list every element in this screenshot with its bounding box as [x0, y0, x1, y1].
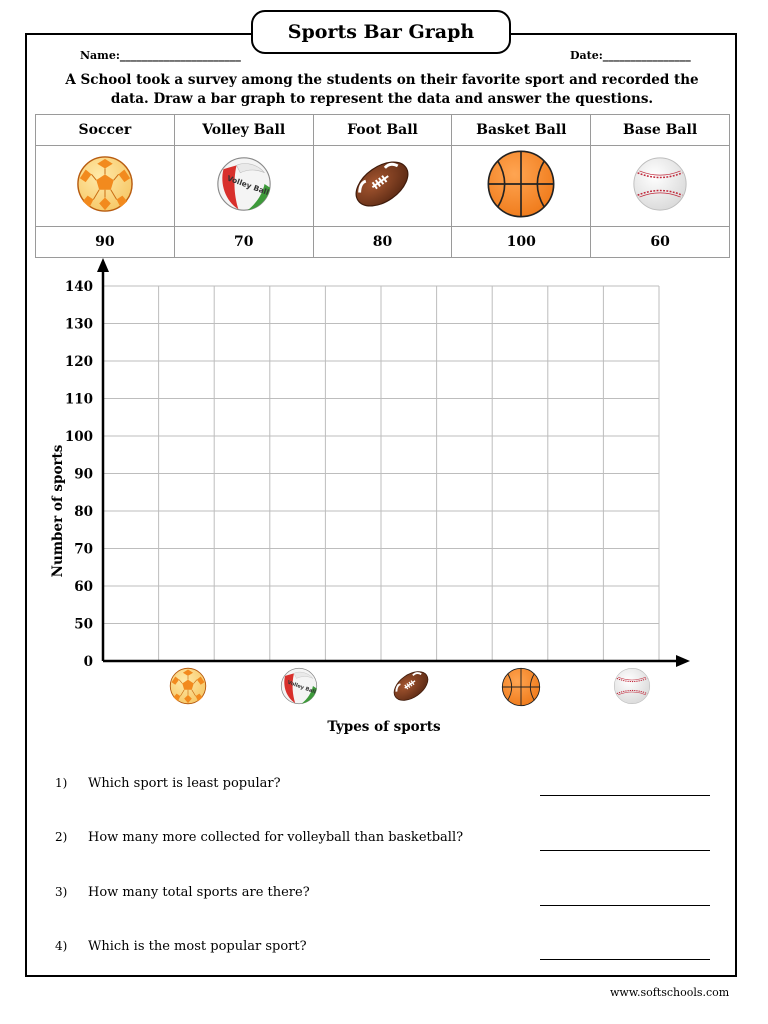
blank-bar-graph[interactable] [0, 255, 768, 715]
question-text: Which is the most popular sport? [88, 939, 307, 954]
question-number: 2) [55, 830, 68, 844]
y-tick-label: 60 [74, 579, 93, 595]
x-baseball-icon [614, 668, 649, 703]
value-volleyball: 70 [174, 227, 313, 258]
y-tick-label: 80 [74, 504, 93, 520]
header-volleyball: Volley Ball [174, 115, 313, 146]
header-baseball: Base Ball [591, 115, 730, 146]
question-number: 4) [55, 939, 68, 953]
x-axis-arrow-icon [676, 655, 690, 667]
instructions: A School took a survey among the students on their favorite sport and recorded the data. Draw a bar graph to represent the data and answer the questions. [65, 72, 699, 107]
date-field[interactable]: Date:________________ [570, 49, 691, 62]
y-axis-label: Number of sports [50, 444, 66, 578]
football-icon [351, 154, 413, 214]
y-axis-arrow-icon [97, 258, 109, 272]
volleyball-icon [216, 155, 272, 213]
x-football-icon [389, 666, 433, 706]
page-title: Sports Bar Graph [251, 10, 511, 54]
x-volleyball-icon [281, 668, 316, 703]
basketball-icon [486, 149, 556, 219]
y-tick-label: 70 [74, 541, 93, 558]
value-baseball: 60 [591, 227, 730, 258]
y-tick-label: 90 [74, 466, 93, 483]
header-basketball: Basket Ball [452, 115, 591, 146]
y-tick-label: 100 [64, 429, 93, 445]
y-axis-ticks [65, 279, 93, 670]
y-tick-label: 0 [83, 654, 93, 670]
value-football: 80 [313, 227, 452, 258]
y-tick-label: 110 [64, 391, 93, 408]
header-soccer: Soccer [36, 115, 175, 146]
footer-url[interactable]: www.softschools.com [610, 986, 730, 999]
name-field[interactable]: Name:______________________ [80, 49, 241, 62]
value-soccer: 90 [36, 227, 175, 258]
soccer-ball-icon [76, 155, 134, 213]
question-text: How many more collected for volleyball than basketball? [88, 830, 464, 845]
x-soccer-ball-icon [170, 668, 205, 703]
header-football: Foot Ball [313, 115, 452, 146]
answer-line-1[interactable] [540, 795, 710, 796]
survey-table [35, 114, 730, 258]
y-tick-label: 50 [74, 616, 93, 633]
answer-line-2[interactable] [540, 850, 710, 851]
y-tick-label: 120 [64, 354, 93, 370]
value-basketball: 100 [452, 227, 591, 258]
answer-line-4[interactable] [540, 959, 710, 960]
question-number: 1) [55, 776, 68, 790]
graph-grid [103, 286, 659, 661]
y-tick-label: 140 [64, 279, 93, 295]
question-number: 3) [55, 885, 68, 899]
question-text: How many total sports are there? [88, 885, 310, 900]
x-basketball-icon [502, 668, 539, 705]
y-tick-label: 130 [64, 316, 93, 333]
question-text: Which sport is least popular? [88, 776, 281, 791]
baseball-icon [632, 156, 688, 212]
answer-line-3[interactable] [540, 905, 710, 906]
x-axis-title: Types of sports [327, 719, 441, 735]
